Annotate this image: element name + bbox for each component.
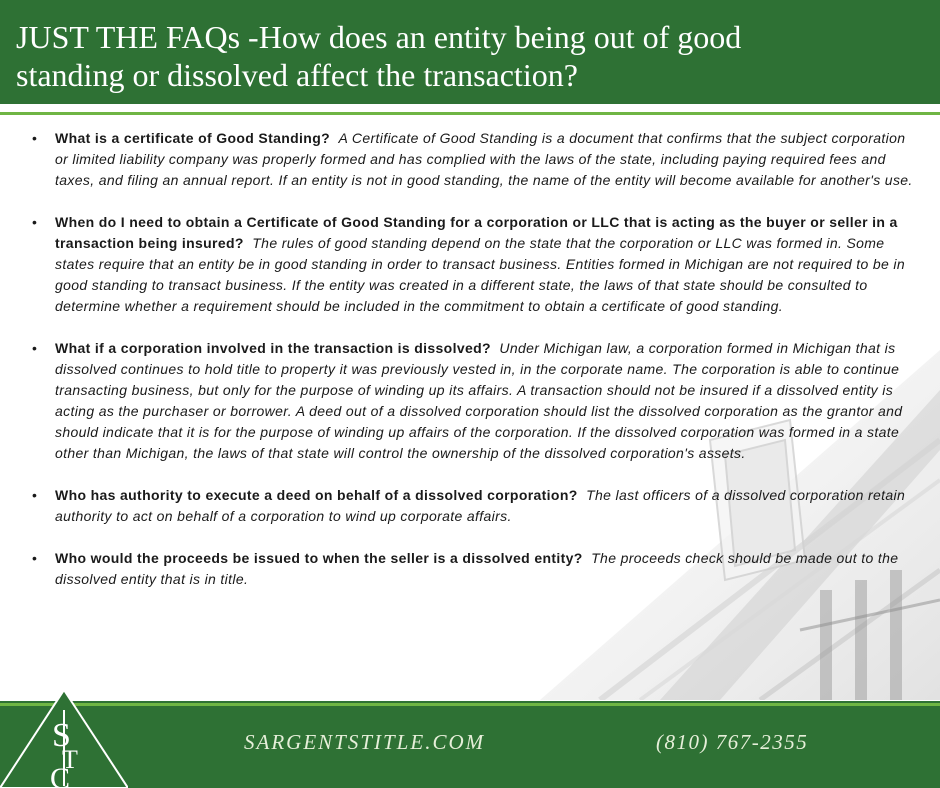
- faq-answer: The last officers of a dissolved corporation retain authority to act on behalf of a corporation to wind up corporate affairs.: [55, 487, 906, 524]
- faq-item: [32, 212, 922, 317]
- faq-answer: A Certificate of Good Standing is a document that confirms that the subject corporation or limited liability company was properly formed and has complied with the laws of the state, including paying required fees and taxes, and filing an annual report. If an entity is not in good standing, the name of the entity will become available for another's use.: [55, 130, 913, 188]
- header-accent-bar: [0, 112, 940, 115]
- faq-item: [32, 548, 922, 590]
- svg-text:T: T: [62, 745, 78, 774]
- faq-text: [55, 485, 922, 527]
- phone-number[interactable]: (810) 767-2355: [656, 730, 809, 754]
- footer-accent-line: [0, 703, 940, 706]
- company-logo: [0, 688, 128, 788]
- bullet-icon: •: [32, 214, 37, 230]
- faq-item: [32, 128, 922, 191]
- faq-question: Who has authority to execute a deed on behalf of a dissolved corporation?: [55, 487, 578, 503]
- bullet-icon: •: [32, 130, 37, 146]
- faq-item: [32, 485, 922, 527]
- bullet-icon: •: [32, 550, 37, 566]
- page-title-line-2: standing or dissolved affect the transaction?: [16, 57, 578, 93]
- page-title: [16, 18, 924, 94]
- svg-text:C: C: [50, 762, 71, 788]
- bullet-icon: •: [32, 487, 37, 503]
- faq-question: What is a certificate of Good Standing?: [55, 130, 331, 146]
- faq-text: [55, 128, 922, 191]
- website-link[interactable]: SARGENTSTITLE.COM: [244, 730, 486, 754]
- faq-answer: The rules of good standing depend on the state that the corporation or LLC was formed in. Some states require that an entity be in good standing in order to transact business. Entities formed in Michigan are not required to be in good standing to transact business. If the entity was created in a different state, the laws of that state should be consulted to determine whether a requirement should be included in the commitment to obtain a certificate of good standing.: [55, 235, 906, 314]
- faq-question: Who would the proceeds be issued to when the seller is a dissolved entity?: [55, 550, 583, 566]
- faq-answer: The proceeds check should be made out to the dissolved entity that is in title.: [55, 550, 899, 587]
- faq-text: [55, 338, 922, 464]
- faq-item: [32, 338, 922, 464]
- svg-text:S: S: [52, 717, 71, 754]
- faq-question: When do I need to obtain a Certificate of Good Standing for a corporation or LLC that is acting as the buyer or seller in a transaction being insured?: [55, 214, 898, 251]
- faq-answer: Under Michigan law, a corporation formed in Michigan that is dissolved continues to hold title to property it was previously vested in, in the corporate name. The corporation is able to continue transacting business, but only for the purpose of winding up its affairs. A transaction should not be insured if a dissolved entity is acting as the purchaser or borrower. A deed out of a dissolved corporation should list the dissolved corporation as the grantor and should indicate that it is for the purpose of winding up affairs of the corporation. If the dissolved corporation was formed in a state other than Michigan, the laws of that state will control the ownership of the dissolved corporation's assets.: [55, 340, 903, 461]
- faq-question: What if a corporation involved in the transaction is dissolved?: [55, 340, 491, 356]
- faq-list: [32, 128, 922, 611]
- faq-text: [55, 212, 922, 317]
- faq-text: [55, 548, 922, 590]
- page-header: [0, 0, 940, 104]
- bullet-icon: •: [32, 340, 37, 356]
- page-title-line-1: JUST THE FAQs -How does an entity being out of good: [16, 19, 742, 55]
